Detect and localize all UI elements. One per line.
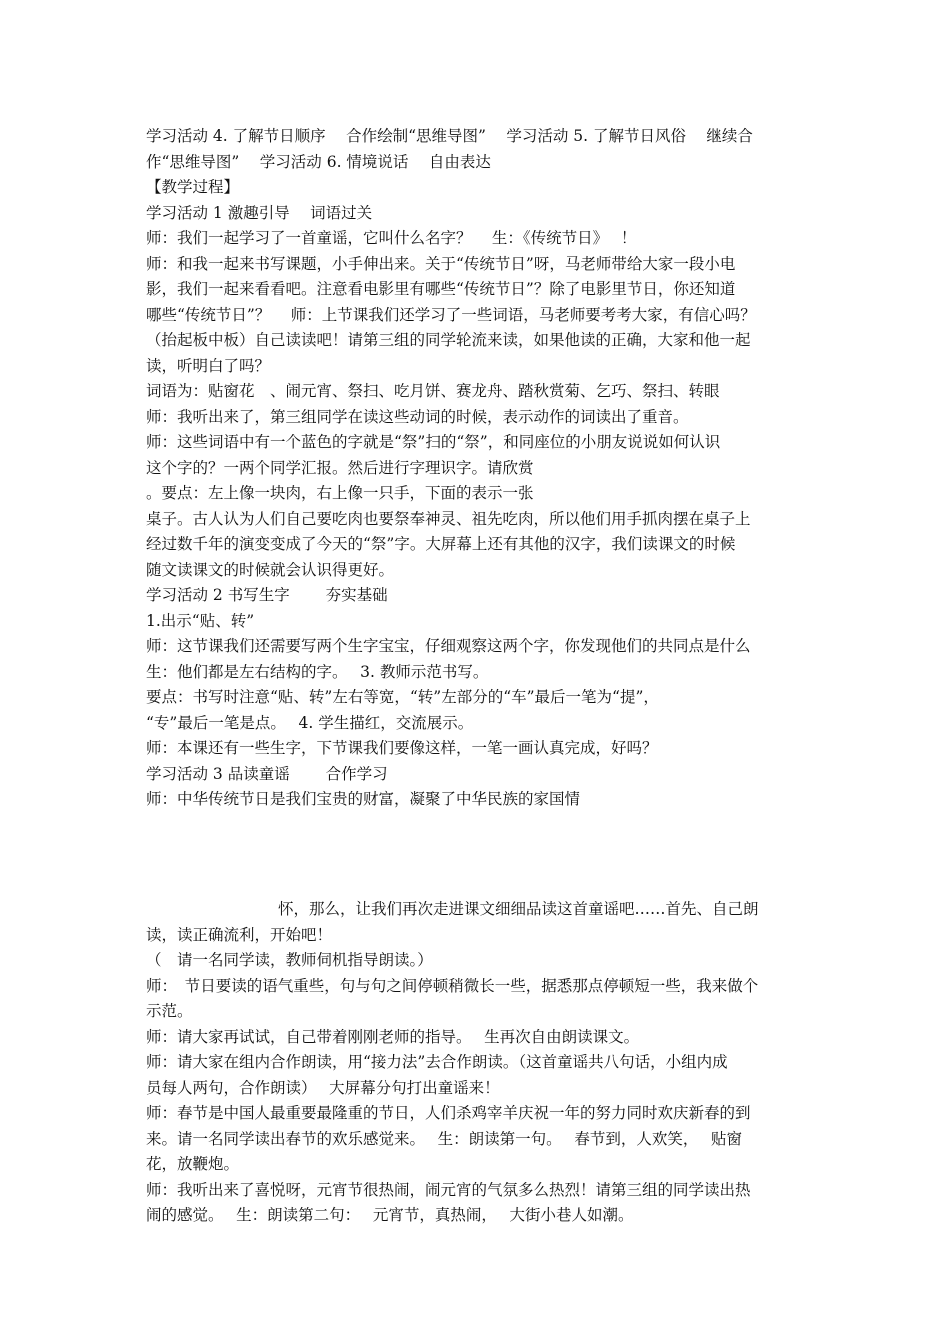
vocabulary-line: 词语为：贴窗花 、闹元宵、祭扫、吃月饼、赛龙舟、踏秋赏菊、乞巧、祭扫、转眼 (146, 382, 720, 400)
text-line: 经过数千年的演变变成了今天的“祭”字。大屏幕上还有其他的汉字，我们读课文的时候 (146, 535, 736, 553)
text-line: 怀，那么，让我们再次走进课文细细品读这首童谣吧……首先、自己朗 (278, 900, 759, 918)
text-line: 师：中华传统节日是我们宝贵的财富，凝聚了中华民族的家国情 (146, 790, 581, 808)
text-line: 读，听明白了吗？ (146, 356, 271, 375)
text-line: 影，我们一起来看看吧。注意看电影里有哪些“传统节日”？除了电影里节日，你还知道 (146, 280, 736, 298)
text-line: 哪些“传统节日”？ 师：上节课我们还学习了一些词语，马老师要考考大家，有信心吗？ (146, 305, 756, 324)
text-line: 闹的感觉。 生：朗读第二句： 元宵节，真热闹， 大街小巷人如潮。 (146, 1206, 634, 1224)
text-line: 示范。 (146, 1002, 193, 1020)
text-line: 生：他们都是左右结构的字。 3. 教师示范书写。 (146, 662, 489, 681)
activity-heading: 学习活动 1 激趣引导 词语过关 (146, 203, 373, 222)
text-line: 师：请大家在组内合作朗读，用“接力法”去合作朗读。（这首童谣共八句话，小组内成 (146, 1053, 728, 1071)
text-line: 师：春节是中国人最重要最隆重的节日，人们杀鸡宰羊庆祝一年的努力同时欢庆新春的到 (146, 1104, 751, 1122)
text-line: 花，放鞭炮。 (146, 1155, 240, 1173)
text-line: 师： 节日要读的语气重些，句与句之间停顿稍微长一些，据悉那点停顿短一些，我来做个 (146, 976, 759, 995)
text-line: 师：我听出来了，第三组同学在读这些动词的时候，表示动作的词读出了重音。 (146, 407, 689, 426)
text-line: 师：这节课我们还需要写两个生字宝宝，仔细观察这两个字，你发现他们的共同点是什么 (146, 637, 751, 655)
text-line: 师：我听出来了喜悦呀，元宵节很热闹，闹元宵的气氛多么热烈！请第三组的同学读出热 (146, 1180, 751, 1199)
text-line: 随文读课文的时候就会认识得更好。 (146, 560, 395, 579)
text-line: 读，读正确流利，开始吧！ (146, 925, 333, 944)
text-line: 1.出示“贴、转” (146, 611, 255, 630)
text-line: 。要点：左上像一块肉，右上像一只手，下面的表示一张 (146, 484, 534, 502)
text-line: 员每人两句，合作朗读） 大屏幕分句打出童谣来！ (146, 1078, 500, 1097)
text-line: 作“思维导图” 学习活动 6. 情境说话 自由表达 (146, 152, 491, 171)
activity-heading: 学习活动 2 书写生字 夯实基础 (146, 586, 388, 604)
text-line: 师：本课还有一些生字，下节课我们要像这样，一笔一画认真完成，好吗？ (146, 739, 658, 757)
text-line: 学习活动 4. 了解节日顺序 合作绘制“思维导图” 学习活动 5. 了解节日风俗 继续合 (146, 127, 753, 145)
text-line: 桌子。古人认为人们自己要吃肉也要祭奉神灵、祖先吃肉，所以他们用手抓肉摆在桌子上 (146, 509, 751, 528)
section-lower (146, 897, 814, 1229)
text-line: 这个字的？一两个同学汇报。然后进行字理识字。请欣赏 (146, 458, 534, 477)
text-line: 来。请一名同学读出春节的欢乐感觉来。 生：朗读第一句。 春节到，人欢笑， 贴窗 (146, 1129, 743, 1148)
text-line: （ 请一名同学读，教师伺机指导朗读。） (146, 951, 433, 969)
heading-teaching-process: 【教学过程】 (146, 178, 240, 196)
activity-heading: 学习活动 3 品读童谣 合作学习 (146, 764, 388, 783)
text-line: （抬起板中板）自己读读吧！请第三组的同学轮流来读，如果他读的正确，大家和他一起 (146, 331, 751, 349)
text-line: 师：和我一起来书写课题，小手伸出来。关于“传统节日”呀，马老师带给大家一段小电 (146, 254, 736, 273)
text-line: 师：我们一起学习了一首童谣，它叫什么名字？ 生：《传统节日》 ！ (146, 229, 637, 247)
text-line: 师：这些词语中有一个蓝色的字就是“祭”扫的“祭”，和同座位的小朋友说说如何认识 (146, 433, 721, 451)
text-line: 要点：书写时注意“贴、转”左右等宽，“转”左部分的“车”最后一笔为“提”， (146, 688, 659, 706)
text-line: “专”最后一笔是点。 4. 学生描红，交流展示。 (146, 713, 474, 732)
text-line: 师：请大家再试试，自己带着刚刚老师的指导。 生再次自由朗读课文。 (146, 1027, 640, 1046)
section-upper (146, 124, 814, 813)
